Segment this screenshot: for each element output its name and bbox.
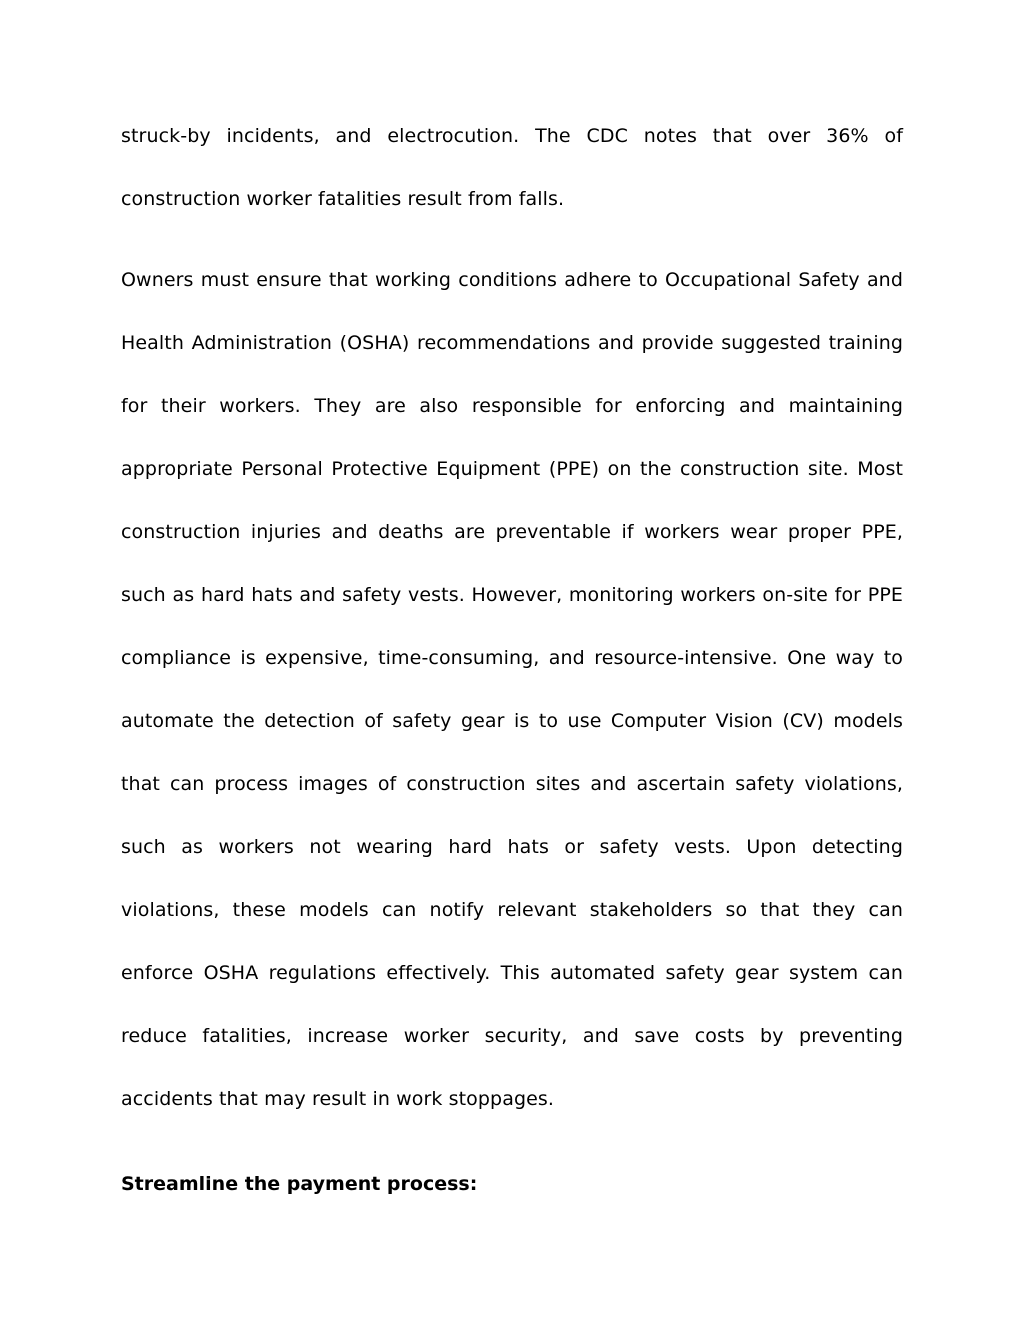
- body-paragraph: Owners must ensure that working conditions adhere to Occupational Safety and Health Administration (OSHA) recommendations and provide suggested training for their workers. They are also responsible for enforcing and maintaining appropriate Personal Protective Equipment (PPE) on the construction site. Most construction injuries and deaths are preventable if workers wear proper PPE, such as hard hats and safety vests. However, monitoring workers on-site for PPE compliance is expensive, time-consuming, and resource-intensive. One way to automate the detection of safety gear is to use Computer Vision (CV) models that can process images of construction sites and ascertain safety violations, such as workers not wearing hard hats or safety vests. Upon detecting violations, these models can notify relevant stakeholders so that they can enforce OSHA regulations effectively. This automated safety gear system can reduce fatalities, increase worker security, and save costs by preventing accidents that may result in work stoppages.: [121, 269, 903, 1110]
- section-heading: Streamline the payment process:: [121, 1173, 478, 1195]
- body-paragraph: struck-by incidents, and electrocution. The CDC notes that over 36% of construction worker fatalities result from falls.: [121, 125, 903, 210]
